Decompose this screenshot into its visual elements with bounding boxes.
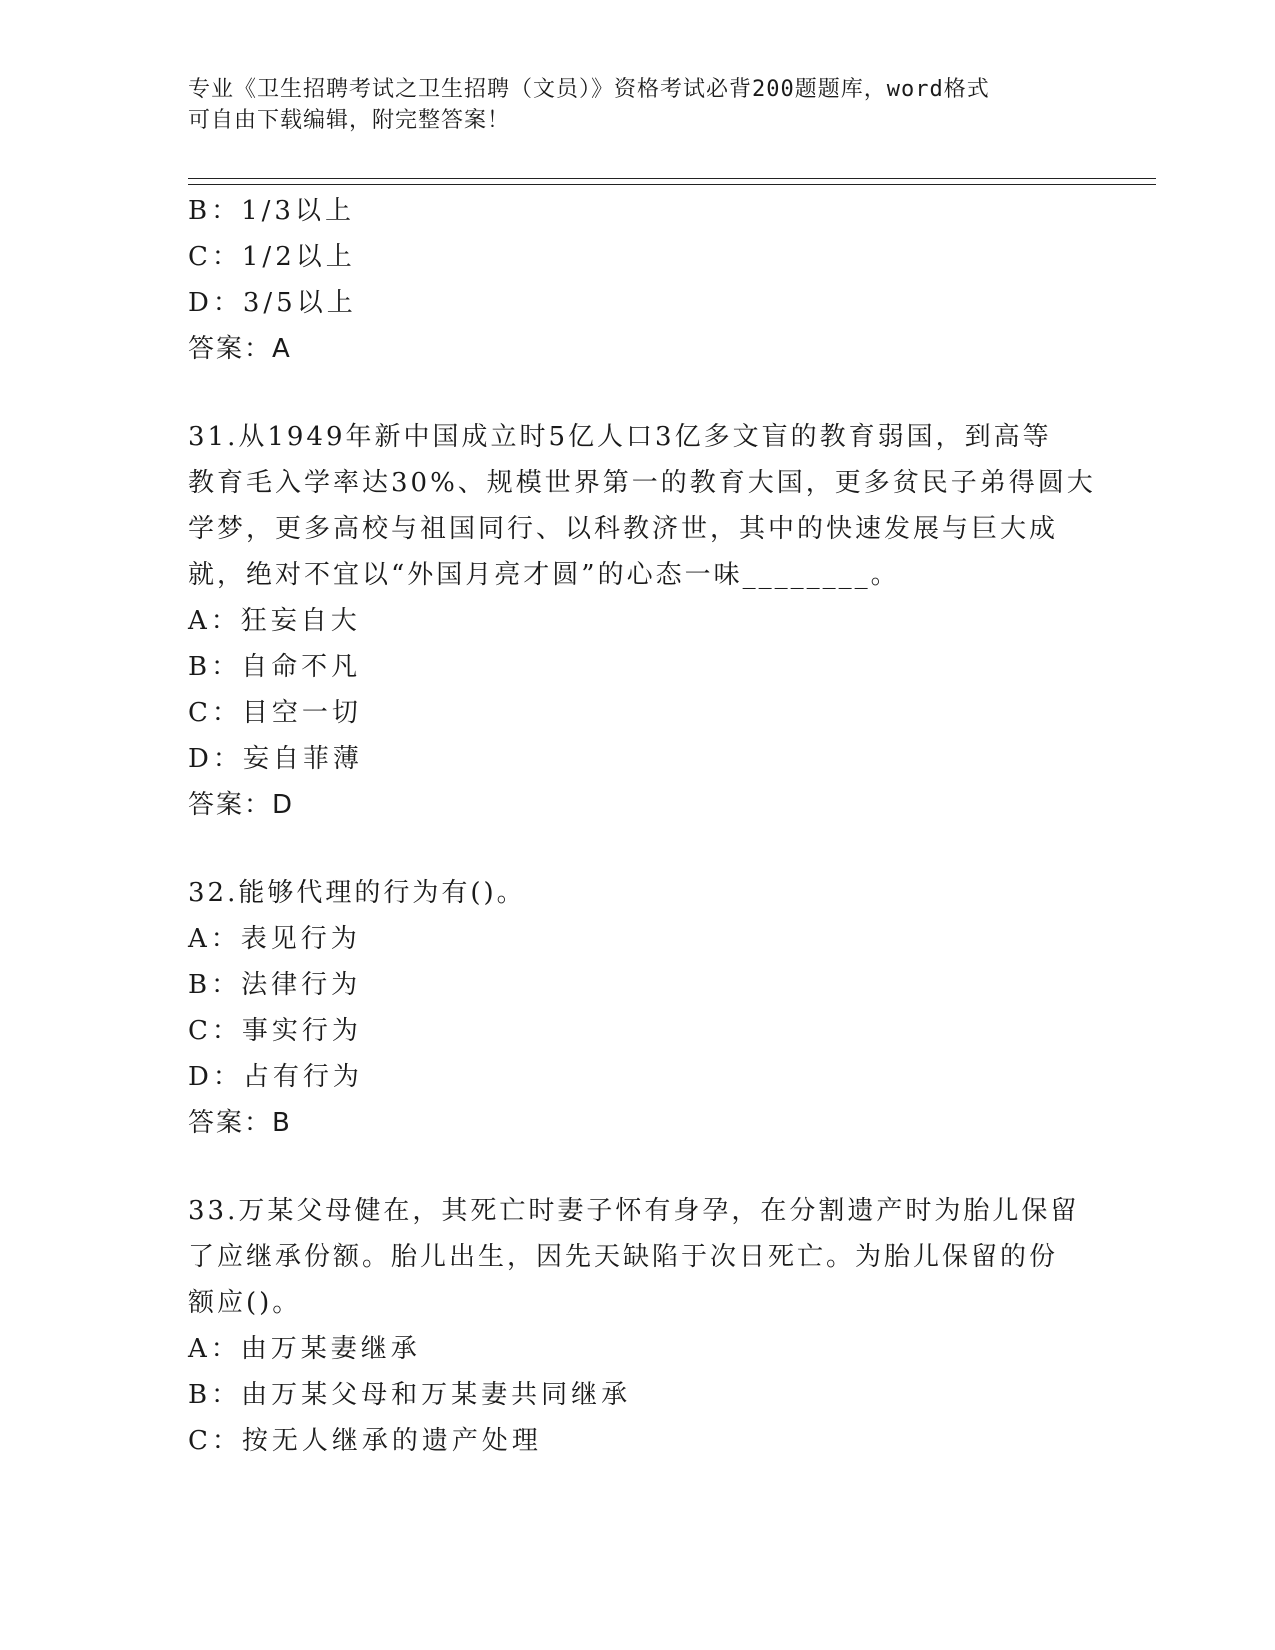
answer-line: 答案：B — [188, 1108, 292, 1138]
option-d: D：妄自菲薄 — [188, 744, 363, 774]
question-32 — [188, 870, 1088, 1146]
header-line-2: 可自由下载编辑，附完整答案！ — [188, 108, 511, 133]
answer-line: 答案：A — [188, 334, 292, 364]
question-text-line: 就，绝对不宜以“外国月亮才圆”的心态一味________。 — [188, 560, 900, 590]
question-text-line: 额应()。 — [188, 1288, 302, 1318]
option-b: B：自命不凡 — [188, 652, 362, 682]
question-text-line: 31.从1949年新中国成立时5亿人口3亿多文盲的教育弱国，到高等 — [188, 422, 1052, 452]
question-text-line: 32.能够代理的行为有()。 — [188, 878, 526, 908]
question-list — [188, 188, 1096, 1464]
question-text-line: 了应继承份额。胎儿出生，因先天缺陷于次日死亡。为胎儿保留的份 — [188, 1242, 1059, 1272]
header-divider-bottom — [188, 184, 1156, 185]
option-a: A：狂妄自大 — [188, 606, 361, 636]
question-31 — [188, 414, 1096, 828]
option-b: B：1/3以上 — [188, 196, 355, 226]
header-line-1: 专业《卫生招聘考试之卫生招聘（文员）》资格考试必背200题题库，word格式 — [188, 77, 990, 102]
option-d: D：3/5以上 — [188, 288, 357, 318]
question-33 — [188, 1188, 1088, 1464]
document-header — [188, 74, 1068, 136]
option-c: C：事实行为 — [188, 1016, 362, 1046]
question-30-tail — [188, 188, 1088, 372]
option-b: B：由万某父母和万某妻共同继承 — [188, 1380, 632, 1410]
question-text-line: 学梦，更多高校与祖国同行、以科教济世，其中的快速发展与巨大成 — [188, 514, 1059, 544]
option-c: C：1/2以上 — [188, 242, 356, 272]
question-text-line: 33.万某父母健在，其死亡时妻子怀有身孕，在分割遗产时为胎儿保留 — [188, 1196, 1080, 1226]
option-b: B：法律行为 — [188, 970, 362, 1000]
option-c: C：目空一切 — [188, 698, 362, 728]
question-text-line: 教育毛入学率达30%、规模世界第一的教育大国，更多贫民子弟得圆大 — [188, 468, 1096, 498]
option-a: A：表见行为 — [188, 924, 361, 954]
option-d: D：占有行为 — [188, 1062, 363, 1092]
header-divider-top — [188, 178, 1156, 179]
answer-line: 答案：D — [188, 790, 295, 820]
option-c: C：按无人继承的遗产处理 — [188, 1426, 542, 1456]
option-a: A：由万某妻继承 — [188, 1334, 421, 1364]
